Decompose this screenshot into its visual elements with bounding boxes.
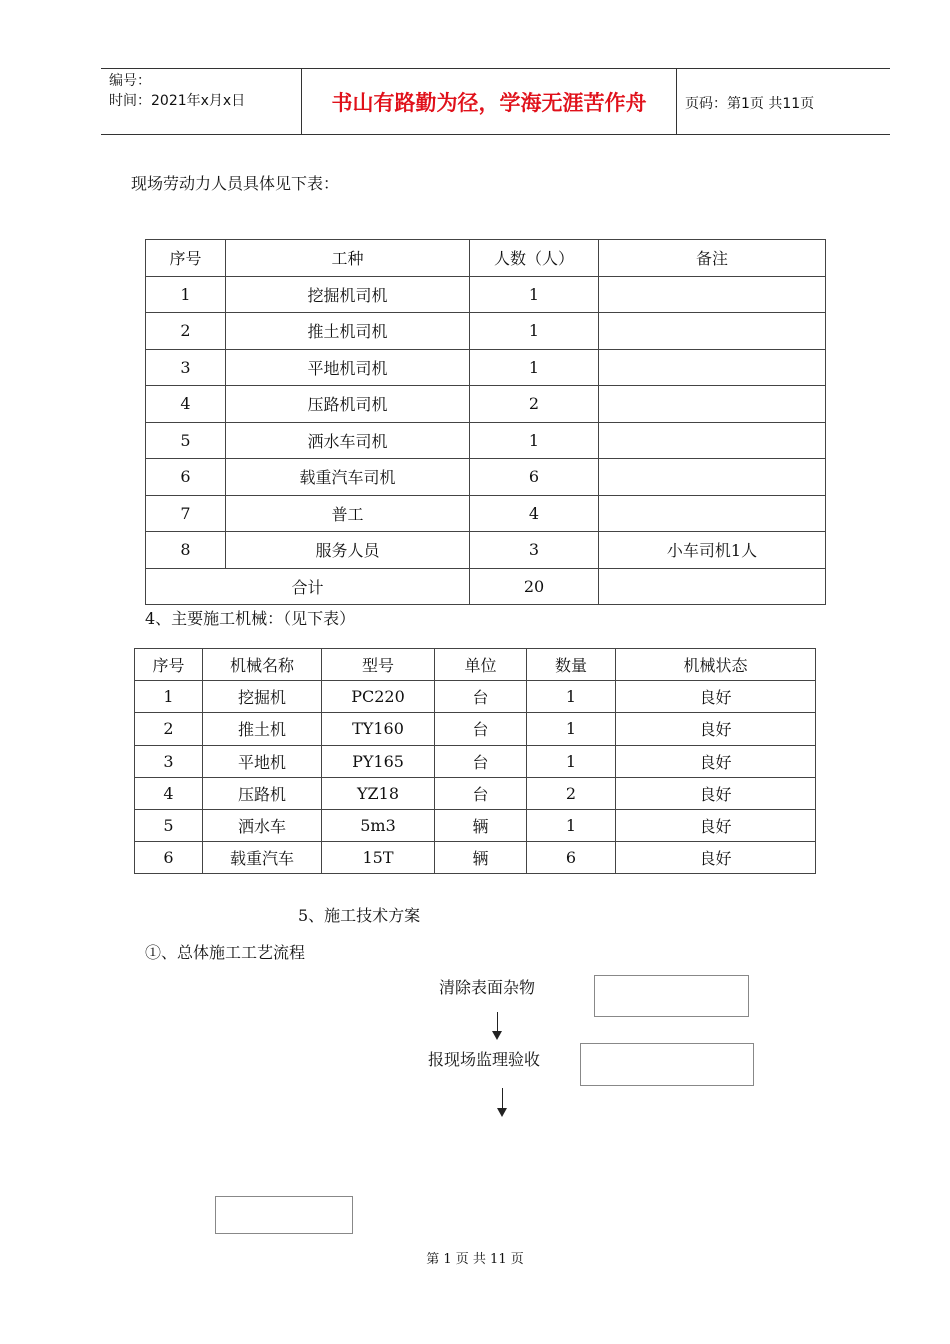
table-cell: 3 — [470, 532, 599, 569]
flow-step-1: 清除表面杂物 — [439, 978, 536, 997]
table-header-cell: 型号 — [322, 649, 435, 681]
table-row — [146, 276, 826, 313]
table-cell: 1 — [470, 422, 599, 459]
table-cell: 2 — [146, 313, 226, 350]
table-cell: 挖掘机司机 — [226, 276, 470, 313]
table-cell: 台 — [435, 777, 527, 809]
table-cell: 压路机司机 — [226, 386, 470, 423]
table-cell — [599, 422, 826, 459]
table-row — [146, 313, 826, 350]
table-cell: 载重汽车司机 — [226, 459, 470, 496]
table-header-cell: 人数（人） — [470, 240, 599, 277]
table-cell: 5 — [146, 422, 226, 459]
table-header-cell: 工种 — [226, 240, 470, 277]
table-cell — [599, 313, 826, 350]
table-cell: 1 — [470, 313, 599, 350]
table-cell: 5 — [135, 809, 203, 841]
table-cell: 1 — [146, 276, 226, 313]
flow-box-1 — [594, 975, 749, 1017]
table-header-cell: 机械状态 — [616, 649, 816, 681]
table-cell: 小车司机1人 — [599, 532, 826, 569]
labor-table — [145, 239, 826, 605]
table-cell: 辆 — [435, 842, 527, 874]
table-cell: YZ18 — [322, 777, 435, 809]
table-header-cell: 序号 — [135, 649, 203, 681]
table-cell: 良好 — [616, 777, 816, 809]
table-cell: 良好 — [616, 681, 816, 713]
table-cell: 1 — [470, 349, 599, 386]
flow-step-2: 报现场监理验收 — [428, 1050, 541, 1069]
table-cell: TY160 — [322, 713, 435, 745]
table-cell: 7 — [146, 495, 226, 532]
page-header — [101, 68, 890, 135]
table-header-cell: 机械名称 — [203, 649, 322, 681]
table-cell — [599, 349, 826, 386]
table-cell — [599, 495, 826, 532]
table-cell: 1 — [470, 276, 599, 313]
flow-arrow-1 — [497, 1012, 498, 1032]
table-cell: 1 — [527, 809, 616, 841]
table-cell: 1 — [527, 745, 616, 777]
table-cell: 台 — [435, 745, 527, 777]
flow-arrow-2 — [502, 1088, 503, 1109]
table-cell: 服务人员 — [226, 532, 470, 569]
table-header-cell: 数量 — [527, 649, 616, 681]
table-row — [135, 745, 816, 777]
table-cell: 4 — [135, 777, 203, 809]
table-cell: 6 — [527, 842, 616, 874]
table-cell: 15T — [322, 842, 435, 874]
table-cell: 良好 — [616, 745, 816, 777]
table-header-cell: 序号 — [146, 240, 226, 277]
flow-box-3 — [215, 1196, 353, 1234]
table-cell: 良好 — [616, 713, 816, 745]
table-cell: 6 — [135, 842, 203, 874]
table-row — [146, 422, 826, 459]
machine-table — [134, 648, 816, 874]
number-label: 编号： — [109, 73, 151, 89]
table-header-row — [146, 240, 826, 277]
table-cell: 推土机司机 — [226, 313, 470, 350]
table-cell — [599, 276, 826, 313]
table-cell: 3 — [135, 745, 203, 777]
table-cell: 1 — [527, 681, 616, 713]
table-cell: 4 — [470, 495, 599, 532]
intro-text: 现场劳动力人员具体见下表： — [131, 174, 340, 193]
table-cell: 良好 — [616, 842, 816, 874]
table-cell: 8 — [146, 532, 226, 569]
table-cell: 5m3 — [322, 809, 435, 841]
table-row — [146, 532, 826, 569]
page-footer: 第 1 页 共 11 页 — [426, 1252, 524, 1267]
table-cell: 平地机司机 — [226, 349, 470, 386]
table-row — [146, 495, 826, 532]
header-meta — [109, 71, 245, 111]
table-cell: 辆 — [435, 809, 527, 841]
table-cell: 载重汽车 — [203, 842, 322, 874]
table-header-cell: 单位 — [435, 649, 527, 681]
table-cell: PY165 — [322, 745, 435, 777]
table-cell: 4 — [146, 386, 226, 423]
total-label: 合计 — [146, 568, 470, 605]
table-cell: 6 — [146, 459, 226, 496]
table-cell: 挖掘机 — [203, 681, 322, 713]
table-header-row — [135, 649, 816, 681]
section5-heading: 5、施工技术方案 — [298, 906, 421, 925]
table-cell: 2 — [470, 386, 599, 423]
table-row — [135, 713, 816, 745]
table-row — [146, 459, 826, 496]
table-row — [135, 842, 816, 874]
table-cell: 1 — [135, 681, 203, 713]
table-cell: 1 — [527, 713, 616, 745]
total-row — [146, 568, 826, 605]
table-row — [146, 386, 826, 423]
table-header-cell: 备注 — [599, 240, 826, 277]
table-cell: 平地机 — [203, 745, 322, 777]
table-cell: 3 — [146, 349, 226, 386]
table-row — [135, 809, 816, 841]
table-cell: 台 — [435, 681, 527, 713]
table-cell: 2 — [527, 777, 616, 809]
table-row — [146, 349, 826, 386]
total-note — [599, 568, 826, 605]
table-cell: 6 — [470, 459, 599, 496]
table-row — [135, 681, 816, 713]
time-label: 时间：2021年x月x日 — [109, 93, 246, 109]
table-cell: 洒水车 — [203, 809, 322, 841]
table-cell: 压路机 — [203, 777, 322, 809]
table-cell: 2 — [135, 713, 203, 745]
flow-subheading: ①、总体施工工艺流程 — [145, 943, 306, 962]
flow-box-2 — [580, 1043, 754, 1086]
machine-heading: 4、主要施工机械：（见下表） — [145, 609, 356, 628]
table-cell: 洒水车司机 — [226, 422, 470, 459]
header-motto: 书山有路勤为径，学海无涯苦作舟 — [301, 69, 677, 134]
table-cell — [599, 386, 826, 423]
table-cell: 推土机 — [203, 713, 322, 745]
table-row — [135, 777, 816, 809]
header-page-label: 页码：第1页 共11页 — [685, 96, 815, 112]
table-cell: 普工 — [226, 495, 470, 532]
table-cell: 台 — [435, 713, 527, 745]
table-cell — [599, 459, 826, 496]
table-cell: PC220 — [322, 681, 435, 713]
total-value: 20 — [470, 568, 599, 605]
table-cell: 良好 — [616, 809, 816, 841]
